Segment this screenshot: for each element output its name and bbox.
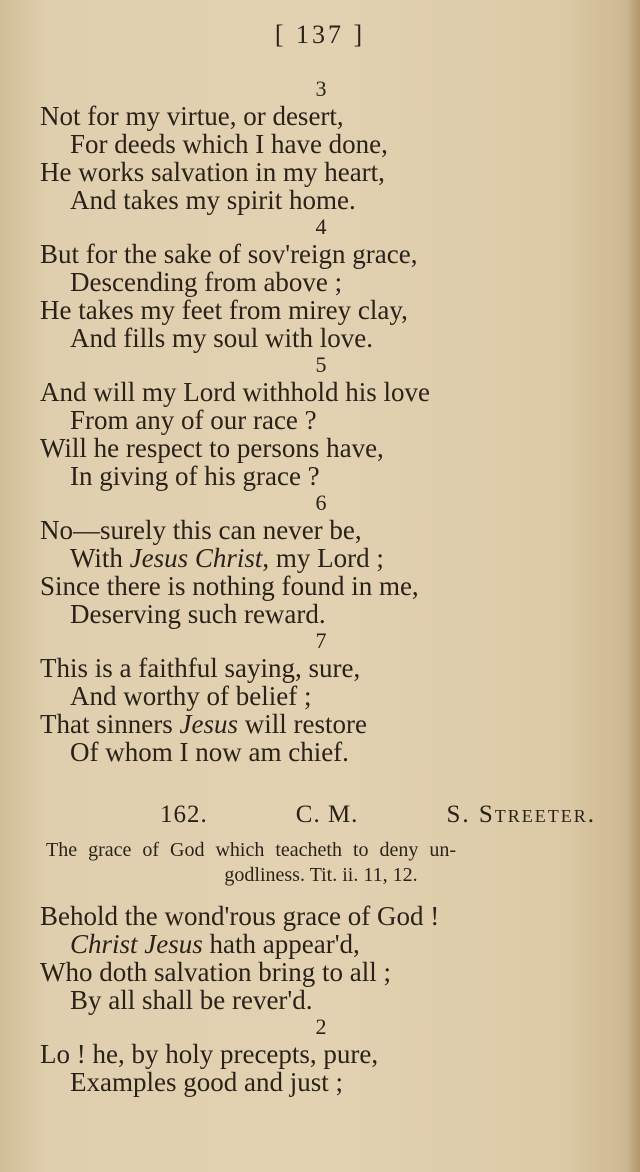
hymn-162-stanza-1 bbox=[36, 902, 606, 1014]
verse-line: And takes my spirit home. bbox=[70, 185, 356, 215]
verse-line bbox=[36, 930, 606, 958]
stanza-number: 2 bbox=[315, 1014, 327, 1039]
verse-line: By all shall be rever'd. bbox=[70, 985, 313, 1015]
verse-line: And worthy of belief ; bbox=[70, 681, 312, 711]
epigraph-line: The grace of God which teacheth to deny un- bbox=[46, 839, 457, 861]
verse-italic: Jesus Christ bbox=[129, 543, 263, 573]
hymn-author: S. Streeter. bbox=[446, 801, 596, 828]
verse-line: Descending from above ; bbox=[70, 267, 343, 297]
verse-line: Examples good and just ; bbox=[70, 1067, 343, 1097]
page-content bbox=[36, 76, 606, 1096]
verse-line: Since there is nothing found in me, bbox=[40, 571, 419, 601]
verse-line: For deeds which I have done, bbox=[70, 129, 388, 159]
verse-line: And fills my soul with love. bbox=[70, 323, 373, 353]
verse-line: He takes my feet from mirey clay, bbox=[40, 295, 408, 325]
verse-line: This is a faithful saying, sure, bbox=[40, 653, 361, 683]
verse-text: will restore bbox=[237, 709, 367, 739]
stanza-number: 3 bbox=[315, 76, 327, 101]
verse-text: hath appear'd, bbox=[202, 929, 360, 959]
hymn-number: 162. bbox=[160, 801, 208, 828]
stanza-number: 5 bbox=[315, 352, 327, 377]
verse-line: Behold the wond'rous grace of God ! bbox=[40, 901, 440, 931]
verse-line: No—surely this can never be, bbox=[40, 515, 362, 545]
verse-line: Deserving such reward. bbox=[70, 599, 326, 629]
verse-line: From any of our race ? bbox=[70, 405, 317, 435]
hymn-meter: C. M. bbox=[295, 801, 359, 828]
verse-line bbox=[36, 544, 606, 572]
verse-italic: Christ Jesus bbox=[70, 929, 203, 959]
verse-line bbox=[36, 710, 606, 738]
verse-line: In giving of his grace ? bbox=[70, 461, 320, 491]
verse-italic: Jesus bbox=[179, 709, 238, 739]
verse-text: With bbox=[70, 543, 130, 573]
verse-text: That sinners bbox=[40, 709, 180, 739]
verse-line: Not for my virtue, or desert, bbox=[40, 101, 344, 131]
verse-text: , my Lord ; bbox=[262, 543, 384, 573]
stanza-number: 7 bbox=[315, 628, 327, 653]
verse-line: Will he respect to persons have, bbox=[40, 433, 384, 463]
verse-line: Who doth salvation bring to all ; bbox=[40, 957, 391, 987]
verse-line: Lo ! he, by holy precepts, pure, bbox=[40, 1039, 379, 1069]
stanza-number: 6 bbox=[315, 490, 327, 515]
epigraph-line: godliness. Tit. ii. 11, 12. bbox=[224, 864, 418, 886]
page-number: [ 137 ] bbox=[274, 20, 366, 49]
hymn-epigraph bbox=[36, 838, 606, 888]
verse-line: He works salvation in my heart, bbox=[40, 157, 385, 187]
stanza-number: 4 bbox=[315, 214, 327, 239]
verse-line: But for the sake of sov'reign grace, bbox=[40, 239, 418, 269]
hymn-title bbox=[36, 800, 606, 830]
verse-line: And will my Lord withhold his love bbox=[40, 377, 430, 407]
verse-line: Of whom I now am chief. bbox=[70, 737, 349, 767]
